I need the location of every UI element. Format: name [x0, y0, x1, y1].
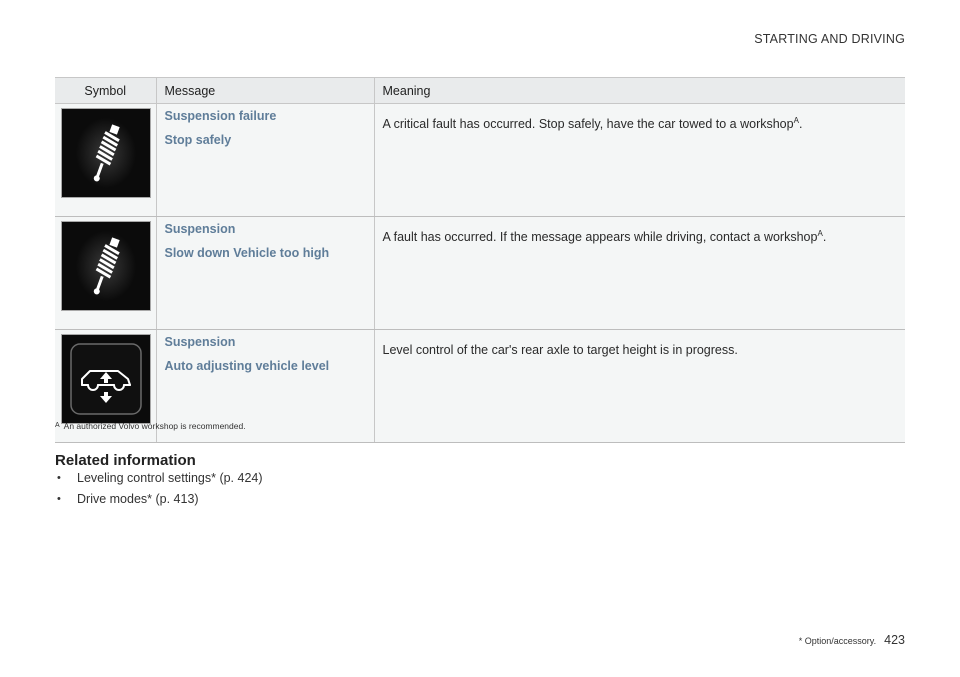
footnote-mark: A: [55, 422, 60, 429]
related-link-text[interactable]: Leveling control settings* (p. 424): [77, 471, 263, 485]
footnote-text: An authorized Volvo workshop is recommended.: [63, 421, 246, 431]
related-information-heading: Related information: [55, 452, 196, 469]
related-link-drive-modes[interactable]: [55, 491, 263, 512]
shock-absorber-icon: [61, 108, 151, 198]
table-header-row: [55, 78, 905, 104]
meaning-cell: [374, 330, 905, 443]
related-links-list: [55, 470, 263, 512]
symbol-table: [55, 77, 905, 443]
meaning-text: A fault has occurred. If the message appears while driving, contact a workshop: [382, 230, 818, 245]
meaning-tail: .: [822, 230, 827, 245]
symbol-cell: [55, 104, 156, 217]
bullet-icon: •: [57, 493, 61, 505]
meaning-cell: [374, 104, 905, 217]
footnote-ref: A: [793, 116, 799, 125]
message-subtitle: Auto adjusting vehicle level: [164, 359, 330, 373]
table-row: [55, 217, 905, 330]
related-link-text[interactable]: Drive modes* (p. 413): [77, 492, 199, 506]
bullet-icon: •: [57, 472, 61, 484]
symbol-cell: [55, 217, 156, 330]
message-cell: [156, 104, 374, 217]
section-header: STARTING AND DRIVING: [754, 32, 905, 46]
table-row: [55, 104, 905, 217]
message-title: Suspension: [164, 222, 236, 236]
message-title: Suspension: [164, 335, 236, 349]
meaning-text: Level control of the car's rear axle to target height is in progress.: [382, 343, 738, 358]
column-header-message: Message: [156, 78, 374, 104]
message-subtitle: Slow down Vehicle too high: [164, 246, 330, 260]
shock-absorber-icon: [61, 221, 151, 311]
vehicle-level-adjust-icon: [61, 334, 151, 424]
column-header-meaning: Meaning: [374, 78, 905, 104]
option-accessory-note: * Option/accessory.: [798, 636, 877, 646]
message-cell: [156, 217, 374, 330]
meaning-tail: .: [798, 117, 803, 132]
message-subtitle: Stop safely: [164, 133, 232, 147]
meaning-cell: [374, 217, 905, 330]
column-header-symbol: Symbol: [55, 78, 156, 104]
table-footnote: [55, 421, 246, 431]
message-title: Suspension failure: [164, 109, 277, 123]
footnote-ref: A: [817, 229, 823, 238]
meaning-text: A critical fault has occurred. Stop safely, have the car towed to a workshop: [382, 117, 794, 132]
page-footer: [799, 633, 905, 647]
page-number: 423: [884, 633, 905, 647]
related-link-leveling-control[interactable]: [55, 470, 263, 491]
